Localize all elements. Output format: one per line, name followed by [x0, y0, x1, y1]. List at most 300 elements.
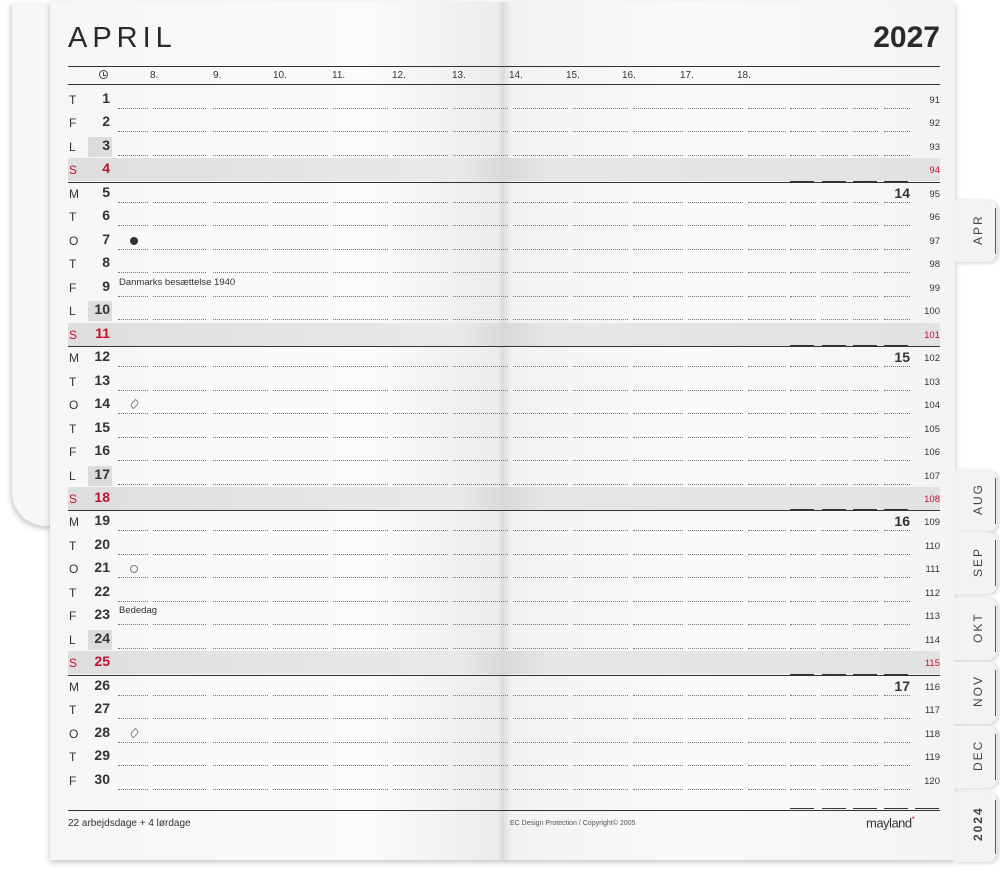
writing-line: [273, 225, 328, 226]
day-number: 1: [102, 90, 110, 106]
writing-line: [333, 437, 388, 438]
writing-line: [790, 108, 816, 109]
writing-line: [513, 789, 568, 790]
day-row[interactable]: [68, 745, 940, 768]
writing-line: [853, 131, 878, 132]
writing-line: [513, 554, 568, 555]
writing-line: [213, 437, 268, 438]
writing-line: [393, 296, 448, 297]
day-row[interactable]: [68, 651, 940, 674]
writing-line: [213, 742, 268, 743]
month-tab-label: 2024: [971, 806, 985, 841]
writing-line: [821, 624, 848, 625]
writing-line: [513, 765, 568, 766]
day-of-year: 101: [924, 329, 940, 341]
writing-line: [821, 319, 848, 320]
weekday-letter: T: [69, 210, 77, 225]
day-row[interactable]: [68, 417, 940, 440]
tab-edge-line: [995, 800, 996, 854]
writing-line: [453, 577, 508, 578]
writing-line: [153, 202, 206, 203]
writing-line: [453, 249, 508, 250]
moon-quarter-icon: [129, 399, 140, 410]
writing-line: [273, 413, 328, 414]
writing-line: [333, 577, 388, 578]
writing-line: [573, 319, 628, 320]
writing-line: [853, 554, 878, 555]
writing-line: [333, 484, 388, 485]
writing-line: [688, 319, 743, 320]
writing-line: [453, 437, 508, 438]
writing-line: [853, 296, 878, 297]
day-of-year: 117: [924, 705, 940, 717]
writing-line: [853, 390, 878, 391]
day-row[interactable]: [68, 604, 940, 627]
writing-line: [153, 484, 206, 485]
writing-line: [118, 460, 148, 461]
writing-line: [513, 460, 568, 461]
day-row[interactable]: [68, 675, 940, 698]
writing-line: [118, 296, 148, 297]
day-row[interactable]: [68, 88, 940, 111]
day-row[interactable]: [68, 487, 940, 510]
writing-line: [884, 390, 910, 391]
writing-line: [790, 413, 816, 414]
writing-line: [153, 319, 206, 320]
writing-line: [573, 577, 628, 578]
writing-line: [853, 413, 878, 414]
writing-line: [273, 319, 328, 320]
writing-line: [688, 108, 743, 109]
writing-line: [453, 530, 508, 531]
writing-line: [393, 155, 448, 156]
writing-line: [453, 765, 508, 766]
mayland-logo: [866, 815, 914, 830]
writing-line: [748, 202, 786, 203]
day-row[interactable]: [68, 440, 940, 463]
day-row[interactable]: [68, 229, 940, 252]
hour-column-2: 10.: [273, 70, 287, 81]
writing-line: [273, 648, 328, 649]
writing-line: [821, 155, 848, 156]
writing-line: [633, 131, 683, 132]
writing-line: [748, 108, 786, 109]
writing-line: [393, 460, 448, 461]
day-row[interactable]: [68, 534, 940, 557]
day-of-year: 113: [924, 611, 940, 623]
writing-line: [333, 718, 388, 719]
writing-line: [573, 155, 628, 156]
day-of-year: 104: [924, 400, 940, 412]
writing-line: [884, 437, 910, 438]
footer-rule: [68, 810, 940, 811]
writing-line: [213, 296, 268, 297]
writing-line: [273, 272, 328, 273]
day-number: 22: [94, 582, 110, 599]
day-of-year: 106: [924, 447, 940, 459]
writing-line: [153, 108, 206, 109]
writing-line: [513, 530, 568, 531]
weekday-letter: O: [69, 726, 79, 741]
writing-line: [153, 648, 206, 649]
writing-line: [790, 272, 816, 273]
writing-line: [333, 460, 388, 461]
writing-line: [821, 554, 848, 555]
day-number: 10: [88, 301, 112, 321]
writing-line: [884, 554, 910, 555]
weekday-letter: T: [69, 93, 77, 107]
day-row[interactable]: [68, 581, 940, 604]
writing-line: [573, 742, 628, 743]
writing-line: [273, 554, 328, 555]
writing-line: [153, 577, 206, 578]
writing-line: [821, 718, 848, 719]
writing-line: [513, 484, 568, 485]
writing-line: [688, 624, 743, 625]
writing-line: [748, 742, 786, 743]
writing-line: [213, 366, 268, 367]
writing-line: [853, 484, 878, 485]
weekday-letter: O: [69, 233, 79, 248]
writing-line: [153, 765, 206, 766]
hour-column-4: 12.: [392, 70, 406, 81]
writing-line: [213, 390, 268, 391]
writing-line: [273, 624, 328, 625]
writing-line: [853, 319, 878, 320]
writing-line: [513, 742, 568, 743]
writing-line: [453, 460, 508, 461]
writing-line: [513, 225, 568, 226]
writing-line: [453, 202, 508, 203]
writing-line: [790, 131, 816, 132]
day-row[interactable]: [68, 276, 940, 299]
writing-line: [790, 202, 816, 203]
day-row[interactable]: [68, 510, 940, 533]
writing-line: [513, 131, 568, 132]
writing-line: [118, 108, 148, 109]
day-of-year: 96: [929, 212, 940, 224]
writing-line: [884, 249, 910, 250]
day-number: 28: [94, 723, 110, 740]
writing-line: [573, 718, 628, 719]
day-of-year: 99: [929, 282, 940, 294]
writing-line: [333, 413, 388, 414]
weekday-letter: S: [69, 656, 78, 671]
writing-line: [573, 131, 628, 132]
day-row[interactable]: [68, 557, 940, 580]
writing-line: [688, 789, 743, 790]
writing-line: [333, 296, 388, 297]
day-number: 12: [94, 348, 110, 365]
writing-line: [118, 789, 148, 790]
writing-line: [513, 695, 568, 696]
hour-column-8: 16.: [622, 70, 636, 81]
hour-column-1: 9.: [213, 70, 222, 81]
writing-line: [633, 484, 683, 485]
writing-line: [688, 437, 743, 438]
writing-line: [884, 272, 910, 273]
writing-line: [633, 718, 683, 719]
writing-line: [453, 366, 508, 367]
day-number: 24: [88, 630, 112, 650]
writing-line: [748, 530, 786, 531]
day-row[interactable]: [68, 323, 940, 346]
hour-column-3: 11.: [332, 70, 346, 81]
day-of-year: 97: [929, 235, 940, 247]
writing-line: [633, 460, 683, 461]
weekday-letter: M: [69, 515, 79, 530]
writing-line: [573, 789, 628, 790]
writing-line: [573, 390, 628, 391]
writing-line: [633, 789, 683, 790]
week-summary-tick: [915, 808, 939, 809]
writing-line: [790, 648, 816, 649]
writing-line: [884, 108, 910, 109]
day-row[interactable]: [68, 252, 940, 275]
weekday-letter: O: [69, 562, 79, 577]
weekday-letter: S: [69, 491, 78, 506]
writing-line: [821, 742, 848, 743]
writing-line: [153, 718, 206, 719]
hour-column-5: 13.: [452, 70, 466, 81]
day-number: 19: [94, 512, 110, 529]
writing-line: [333, 366, 388, 367]
writing-line: [118, 131, 148, 132]
writing-line: [821, 789, 848, 790]
day-of-year: 112: [924, 587, 940, 599]
day-row[interactable]: [68, 393, 940, 416]
writing-line: [688, 225, 743, 226]
writing-line: [453, 413, 508, 414]
writing-line: [821, 366, 848, 367]
writing-line: [213, 460, 268, 461]
writing-line: [118, 202, 148, 203]
writing-line: [153, 225, 206, 226]
writing-line: [633, 530, 683, 531]
writing-line: [821, 648, 848, 649]
day-number: 13: [94, 371, 110, 388]
writing-line: [573, 695, 628, 696]
writing-line: [748, 624, 786, 625]
writing-line: [790, 249, 816, 250]
day-row[interactable]: [68, 722, 940, 745]
writing-line: [453, 272, 508, 273]
writing-line: [821, 484, 848, 485]
weekday-letter: F: [69, 773, 77, 788]
writing-line: [573, 202, 628, 203]
day-row[interactable]: [68, 205, 940, 228]
writing-line: [633, 249, 683, 250]
writing-line: [213, 272, 268, 273]
weekday-letter: M: [69, 679, 79, 694]
writing-line: [748, 718, 786, 719]
weekday-letter: T: [69, 538, 77, 553]
writing-line: [884, 648, 910, 649]
writing-line: [573, 366, 628, 367]
writing-line: [633, 577, 683, 578]
writing-line: [513, 366, 568, 367]
writing-line: [153, 437, 206, 438]
writing-line: [453, 484, 508, 485]
writing-line: [333, 554, 388, 555]
day-number: 29: [94, 747, 110, 764]
writing-line: [393, 225, 448, 226]
writing-line: [573, 648, 628, 649]
writing-line: [118, 530, 148, 531]
writing-line: [853, 225, 878, 226]
day-row[interactable]: [68, 370, 940, 393]
week-number: 17: [894, 677, 910, 694]
writing-line: [790, 695, 816, 696]
writing-line: [790, 319, 816, 320]
day-row[interactable]: [68, 158, 940, 181]
writing-line: [213, 413, 268, 414]
day-row[interactable]: [68, 135, 940, 158]
weekday-letter: T: [69, 257, 77, 272]
writing-line: [333, 695, 388, 696]
moon-new-icon: [130, 565, 138, 573]
day-row[interactable]: [68, 628, 940, 651]
day-of-year: 109: [924, 517, 940, 529]
writing-line: [273, 695, 328, 696]
day-number: 18: [94, 488, 110, 505]
writing-line: [333, 131, 388, 132]
writing-line: [688, 296, 743, 297]
day-row[interactable]: [68, 299, 940, 322]
day-row[interactable]: [68, 111, 940, 134]
writing-line: [573, 530, 628, 531]
writing-line: [453, 624, 508, 625]
writing-line: [393, 765, 448, 766]
month-title: APRIL: [68, 22, 177, 54]
day-row[interactable]: [68, 698, 940, 721]
day-of-year: 93: [929, 141, 940, 153]
day-number: 23: [94, 606, 110, 623]
writing-line: [688, 413, 743, 414]
writing-line: [333, 202, 388, 203]
writing-line: [333, 624, 388, 625]
tab-edge-line: [995, 670, 996, 716]
writing-line: [513, 319, 568, 320]
writing-line: [273, 155, 328, 156]
writing-line: [118, 695, 148, 696]
day-row[interactable]: [68, 346, 940, 369]
writing-line: [821, 601, 848, 602]
writing-line: [213, 577, 268, 578]
writing-line: [688, 131, 743, 132]
writing-line: [573, 624, 628, 625]
writing-line: [513, 413, 568, 414]
writing-line: [688, 155, 743, 156]
writing-line: [633, 366, 683, 367]
writing-line: [118, 554, 148, 555]
tab-edge-line: [995, 606, 996, 652]
writing-line: [853, 742, 878, 743]
writing-line: [748, 765, 786, 766]
logo-mark: *: [911, 815, 915, 824]
writing-line: [790, 296, 816, 297]
writing-line: [688, 554, 743, 555]
writing-line: [118, 319, 148, 320]
writing-line: [153, 554, 206, 555]
writing-line: [333, 155, 388, 156]
writing-line: [884, 131, 910, 132]
day-number: 6: [102, 207, 110, 224]
writing-line: [393, 390, 448, 391]
writing-line: [748, 155, 786, 156]
writing-line: [884, 319, 910, 320]
writing-line: [573, 437, 628, 438]
weekday-letter: T: [69, 421, 77, 436]
writing-line: [748, 554, 786, 555]
writing-line: [748, 437, 786, 438]
writing-line: [273, 296, 328, 297]
weekday-letter: M: [69, 186, 79, 201]
writing-line: [688, 765, 743, 766]
tab-edge-line: [995, 540, 996, 586]
writing-line: [884, 296, 910, 297]
writing-line: [333, 225, 388, 226]
month-tab-label: SEP: [971, 546, 985, 577]
writing-line: [393, 272, 448, 273]
writing-line: [573, 601, 628, 602]
day-of-year: 91: [929, 95, 940, 106]
day-row[interactable]: [68, 464, 940, 487]
writing-line: [333, 789, 388, 790]
writing-line: [118, 249, 148, 250]
writing-line: [153, 131, 206, 132]
writing-line: [273, 366, 328, 367]
writing-line: [393, 530, 448, 531]
writing-line: [213, 131, 268, 132]
month-tab-label: APR: [971, 214, 985, 245]
holiday-note: Bededag: [119, 605, 158, 617]
writing-line: [748, 272, 786, 273]
writing-line: [333, 390, 388, 391]
tab-edge-line: [995, 734, 996, 780]
day-row[interactable]: [68, 182, 940, 205]
writing-line: [633, 554, 683, 555]
writing-line: [153, 272, 206, 273]
month-tab-label: DEC: [971, 739, 985, 771]
writing-line: [118, 718, 148, 719]
day-of-year: 115: [924, 658, 940, 670]
day-of-year: 107: [924, 470, 940, 482]
writing-line: [573, 272, 628, 273]
writing-line: [513, 202, 568, 203]
writing-line: [790, 601, 816, 602]
writing-line: [790, 624, 816, 625]
writing-line: [573, 554, 628, 555]
weekday-letter: T: [69, 703, 77, 718]
writing-line: [688, 272, 743, 273]
writing-line: [573, 765, 628, 766]
hour-column-6: 14.: [509, 70, 523, 81]
writing-line: [633, 624, 683, 625]
writing-line: [688, 577, 743, 578]
writing-line: [273, 460, 328, 461]
weekday-letter: L: [69, 468, 76, 483]
writing-line: [688, 601, 743, 602]
clock-icon: [99, 70, 108, 79]
writing-line: [688, 484, 743, 485]
writing-line: [821, 272, 848, 273]
day-row[interactable]: [68, 769, 940, 792]
writing-line: [790, 577, 816, 578]
weekday-letter: S: [69, 163, 78, 178]
writing-line: [853, 437, 878, 438]
writing-line: [273, 742, 328, 743]
